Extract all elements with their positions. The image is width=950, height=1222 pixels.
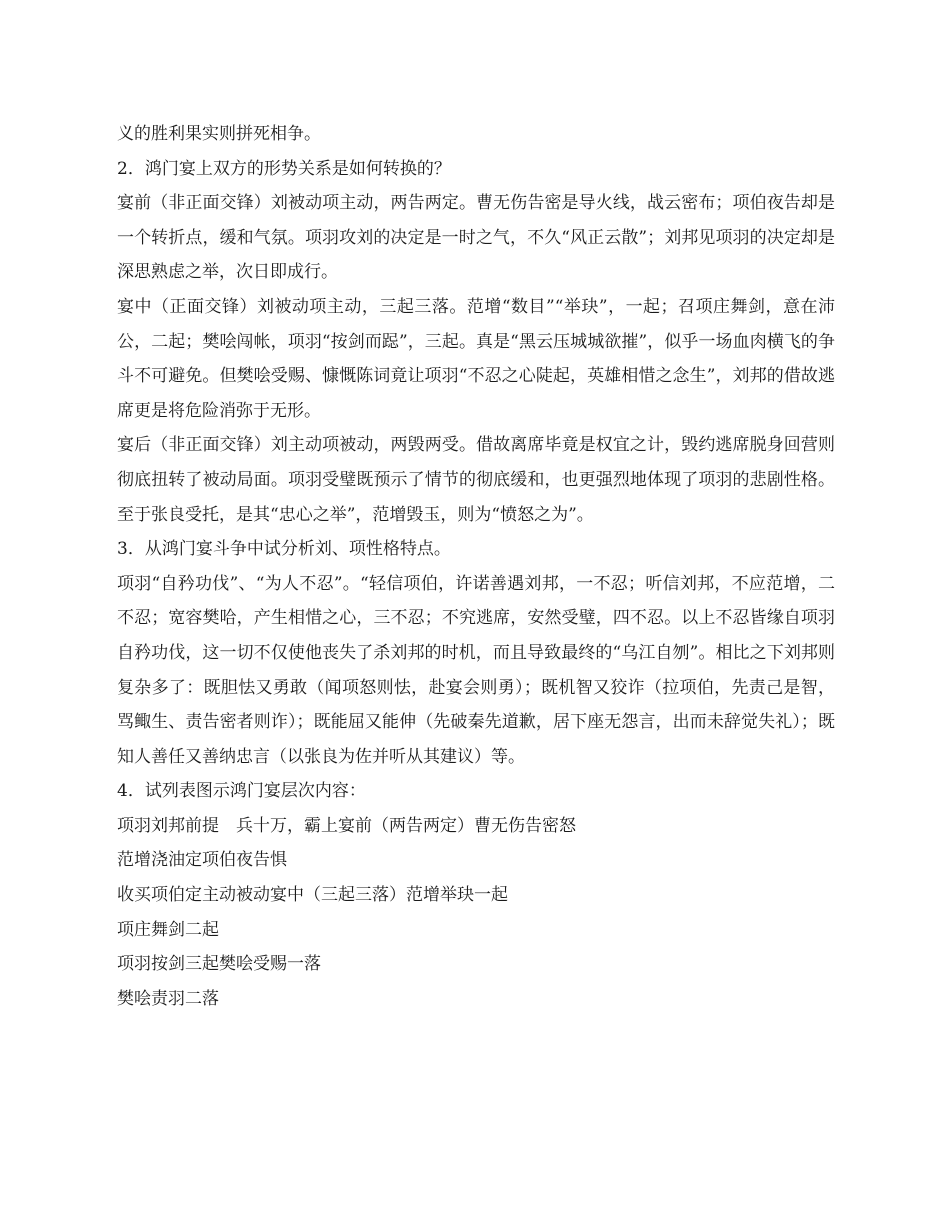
outline-line: 收买项伯定主动被动宴中（三起三落）范增举玦一起 <box>117 885 508 906</box>
question-4-heading: 4．试列表图示鸿门宴层次内容： <box>117 781 366 802</box>
paragraph-during-banquet: 宴中（正面交锋）刘被动项主动，三起三落。范增“数目”“举玦”，一起；召项庄舞剑，意在沛公，二起；樊哙闯帐，项羽“按剑而跽”，三起。真是“黑云压城城欲摧”，似乎一场血肉横飞的争斗不可避免。但樊哙受赐、慷慨陈词竟让项羽“不忍之心陡起，英雄相惜之念生”，刘邦的借故逃席更是将危险消弥于无形。 <box>117 296 835 421</box>
document-page <box>117 117 835 1016</box>
outline-line: 项羽按剑三起樊哙受赐一落 <box>117 954 321 975</box>
paragraph-after-banquet: 宴后（非正面交锋）刘主动项被动，两毁两受。借故离席毕竟是权宜之计，毁约逃席脱身回营则彻底扭转了被动局面。项羽受璧既预示了情节的彻底缓和，也更强烈地体现了项羽的悲剧性格。至于张良受托，是其“忠心之举”，范增毁玉，则为“愤怒之为”。 <box>117 435 835 525</box>
paragraph-before-banquet: 宴前（非正面交锋）刘被动项主动，两告两定。曹无伤告密是导火线，战云密布；项伯夜告却是一个转折点，缓和气氛。项羽攻刘的决定是一时之气，不久“风正云散”；刘邦见项羽的决定却是深思熟虑之举，次日即成行。 <box>117 193 835 283</box>
question-3-heading: 3．从鸿门宴斗争中试分析刘、项性格特点。 <box>117 539 451 560</box>
outline-line: 项羽刘邦前提 兵十万，霸上宴前（两告两定）曹无伤告密怒 <box>117 815 576 836</box>
outline-line: 范增浇油定项伯夜告惧 <box>117 850 287 871</box>
paragraph-continuation: 义的胜利果实则拼死相争。 <box>117 124 321 144</box>
paragraph-character-analysis: 项羽“自矜功伐”、“为人不忍”。“轻信项伯，许诺善遇刘邦，一不忍；听信刘邦，不应范增，二不忍；宽容樊哈，产生相惜之心，三不忍；不究逃席，安然受璧，四不忍。以上不忍皆缘自项羽自矜功伐，这一切不仅使他丧失了杀刘邦的时机，而且导致最终的“乌江自刎”。相比之下刘邦则复杂多了：既胆怯又勇敢（闻项怒则怯，赴宴会则勇）；既机智又狡诈（拉项伯，先责己是智，骂鲰生、责告密者则诈）；既能屈又能伸（先破秦先道歉，居下座无怨言，出而未辞觉失礼）；既知人善任又善纳忠言（以张良为佐并听从其建议）等。 <box>117 573 835 767</box>
outline-line: 樊哙责羽二落 <box>117 988 219 1009</box>
outline-line: 项庄舞剑二起 <box>117 919 219 940</box>
question-2-heading: 2．鸿门宴上双方的形势关系是如何转换的？ <box>117 158 451 179</box>
